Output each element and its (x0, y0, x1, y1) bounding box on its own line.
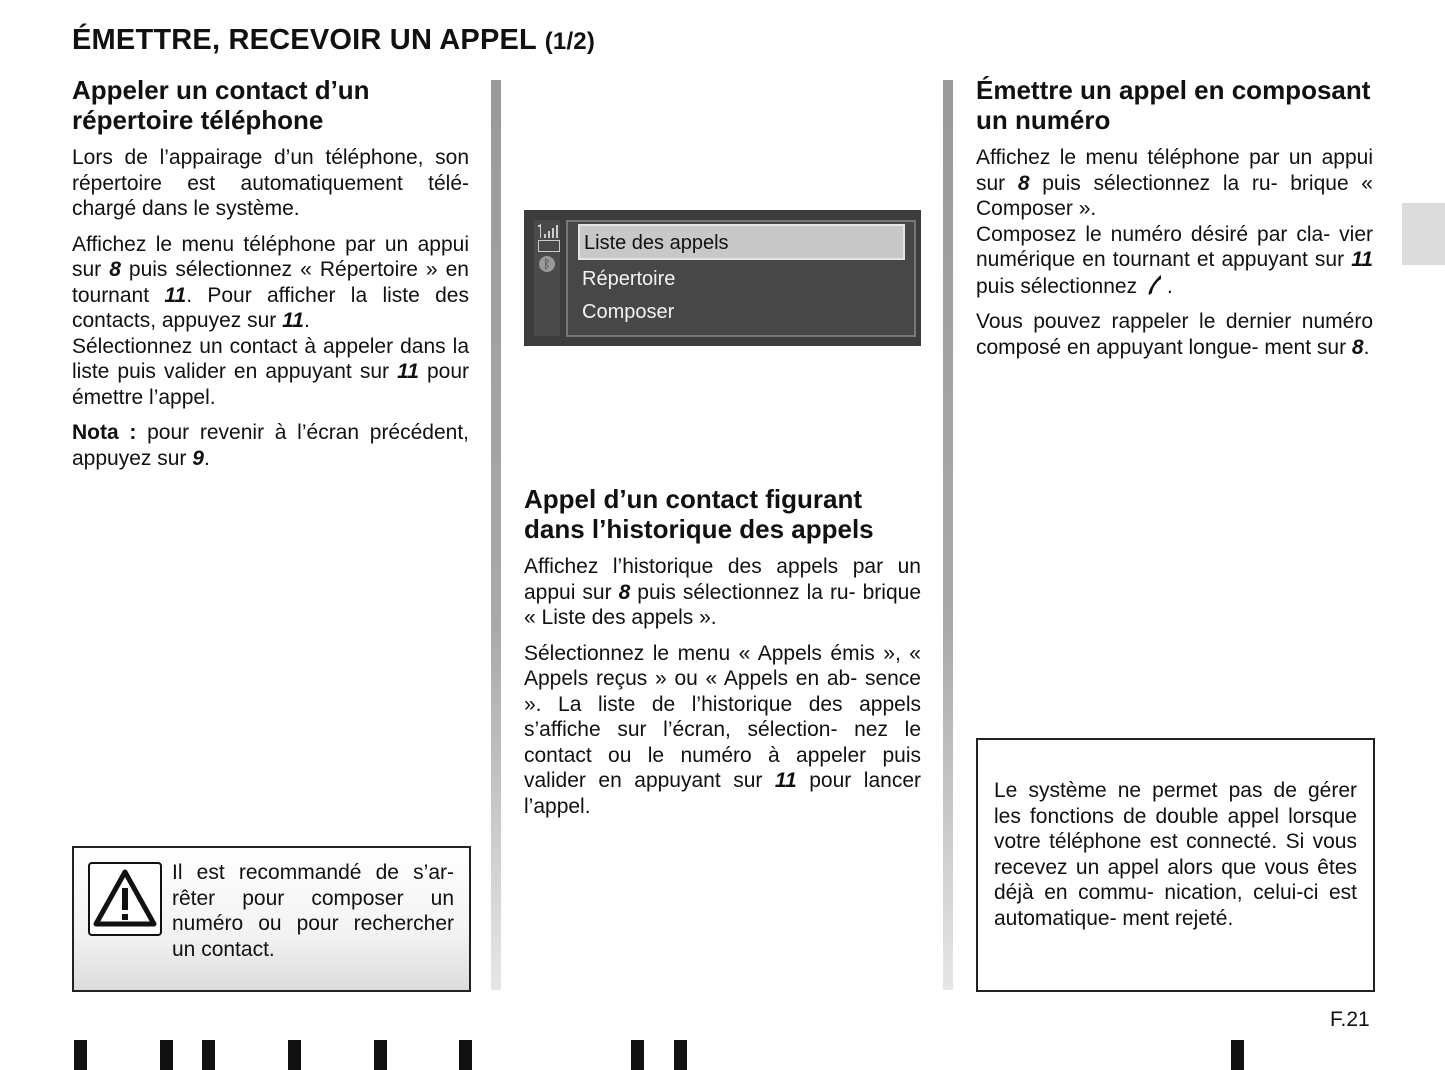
section-heading-composer: Émettre un appel en composant un numéro (976, 75, 1371, 135)
page-title (72, 24, 595, 57)
text: puis sélectionnez « Répertoire » en tournant (72, 258, 469, 307)
battery-icon (538, 240, 560, 252)
info-box (976, 738, 1375, 992)
paragraph (976, 309, 1373, 360)
paragraph (976, 222, 1373, 300)
control-ref: 11 (774, 769, 797, 792)
text: . (1363, 335, 1370, 359)
menu-item[interactable]: Composer (582, 301, 675, 323)
control-ref: 11 (164, 283, 187, 307)
paragraph (72, 232, 469, 334)
text: puis sélectionnez la ru- brique « Composer ». (976, 171, 1373, 220)
text: pour lancer l’appel. (524, 769, 921, 818)
text: Vous pouvez rappeler le dernier numéro composé en appuyant longue- ment sur (976, 310, 1373, 359)
print-mark (459, 1040, 472, 1070)
text: Affichez l’historique des appels par un appui sur (524, 555, 921, 604)
nota-paragraph (72, 420, 469, 471)
text: Affichez le menu téléphone par un appui sur (72, 232, 469, 281)
text: puis sélectionnez (976, 274, 1143, 298)
bluetooth-icon: ᛒ (539, 256, 555, 272)
control-ref: 8 (618, 580, 631, 604)
column-middle (524, 484, 921, 829)
text: . Pour afficher la liste des contacts, appuyez sur (72, 283, 469, 332)
paragraph (524, 641, 921, 820)
control-ref: 8 (1017, 171, 1030, 195)
signal-icon (538, 224, 560, 238)
print-mark (674, 1040, 687, 1070)
control-ref: 11 (397, 360, 419, 383)
print-mark (74, 1040, 87, 1070)
warning-triangle-icon (88, 862, 162, 936)
control-ref: 8 (1351, 335, 1364, 359)
paragraph (524, 554, 921, 631)
menu-item-label: Liste des appels (584, 232, 729, 254)
print-mark (202, 1040, 215, 1070)
text: Lors de l’appairage d’un téléphone, son répertoire est automatiquement télé- chargé dans le système. (72, 146, 469, 220)
print-mark (374, 1040, 387, 1070)
text: Sélectionnez le menu « Appels émis », « Appels reçus » ou « Appels en ab- sence ». La liste de l’historique des appels s’affiche sur l’écran, sélection- nez le contact ou le numéro à appeler puis valider en appuyant sur (524, 641, 921, 792)
text: puis sélectionnez la ru- brique « Liste des appels ». (524, 580, 921, 629)
text: pour revenir à l’écran précédent, appuyez sur (72, 421, 470, 470)
nota-label: Nota : (72, 421, 137, 444)
section-heading-historique: Appel d’un contact figurant dans l’historique des appels (524, 484, 874, 544)
phone-menu-screen (524, 210, 921, 346)
page-title-text: ÉMETTRE, RECEVOIR UN APPEL (72, 24, 537, 56)
text: . (203, 446, 210, 470)
control-ref: 8 (109, 258, 121, 281)
column-right (976, 75, 1373, 370)
menu-item[interactable]: Répertoire (582, 268, 676, 290)
control-ref: 11 (1351, 248, 1373, 271)
paragraph (72, 145, 469, 222)
page-number: F.21 (1330, 1008, 1370, 1031)
text: pour émettre l’appel. (72, 360, 469, 409)
text: . (303, 309, 310, 332)
text: Sélectionnez un contact à appeler dans la liste puis valider en appuyant sur (72, 334, 469, 383)
print-mark (160, 1040, 173, 1070)
paragraph (976, 145, 1373, 222)
text: . (1166, 274, 1173, 298)
print-mark (288, 1040, 301, 1070)
text: Composez le numéro désiré par cla- vier numérique en tournant et appuyant sur (976, 222, 1373, 271)
section-heading-repertoire: Appeler un contact d’un répertoire téléphone (72, 75, 370, 135)
print-mark (631, 1040, 644, 1070)
page-title-suffix: (1/2) (544, 28, 596, 55)
control-ref: 9 (192, 446, 204, 470)
info-text: Le système ne permet pas de gérer les fonctions de double appel lorsque votre téléphone est connecté. Si vous recevez un appel alors que vous êtes déjà en commu- nication, celui-ci est automatique- ment rejeté. (994, 779, 1357, 930)
column-left (72, 75, 469, 481)
print-mark (1231, 1040, 1244, 1070)
status-strip (534, 220, 560, 336)
chapter-tab (1402, 203, 1445, 265)
paragraph (72, 334, 469, 411)
control-ref: 11 (282, 309, 304, 332)
column-separator (943, 80, 953, 990)
warning-text: Il est recommandé de s’ar- rêter pour composer un numéro ou pour rechercher un contact. (172, 861, 454, 961)
phone-handset-icon (1143, 273, 1167, 297)
warning-box (72, 846, 471, 992)
text: Affichez le menu téléphone par un appui sur (976, 146, 1373, 195)
menu-item-selected[interactable] (578, 224, 905, 260)
column-separator (491, 80, 501, 990)
